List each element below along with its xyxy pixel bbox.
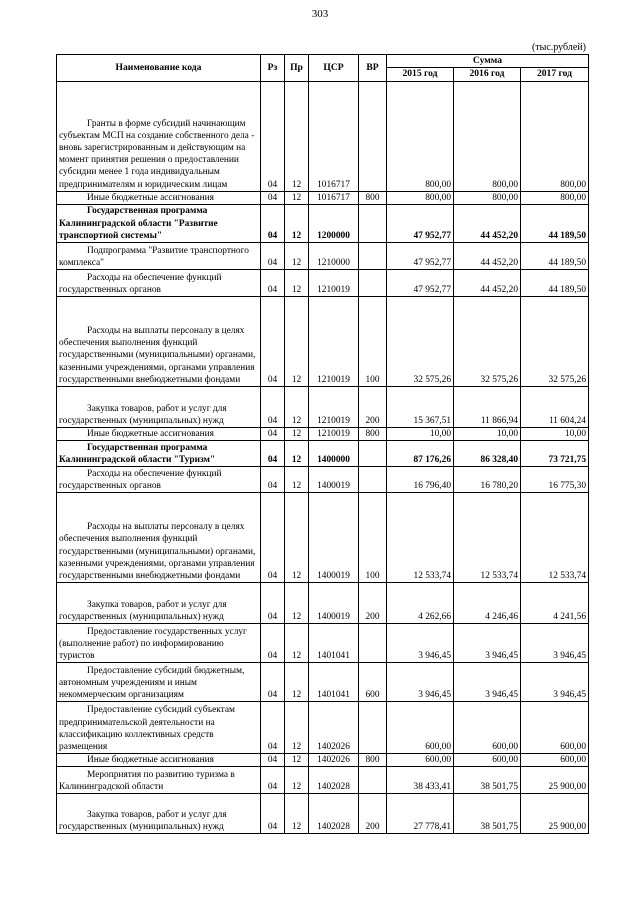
row-pr: 12 [285,81,309,191]
row-vr [359,242,387,269]
row-rz: 04 [261,440,285,466]
table-row [57,753,589,766]
row-rz: 04 [261,242,285,269]
row-pr: 12 [285,386,309,427]
row-2015: 800,00 [387,191,454,204]
row-pr: 12 [285,466,309,492]
row-vr [359,204,387,242]
row-vr: 200 [359,793,387,833]
header-2017: 2017 год [521,68,589,81]
row-rz: 04 [261,296,285,386]
row-name: Закупка товаров, работ и услуг для государственных (муниципальных) нужд [57,386,261,427]
table-row [57,466,589,492]
header-2015: 2015 год [387,68,454,81]
table-row [57,701,589,753]
row-2016: 86 328,40 [454,440,521,466]
row-csr: 1400000 [309,440,359,466]
row-csr: 1016717 [309,81,359,191]
row-name: Закупка товаров, работ и услуг для государственных (муниципальных) нужд [57,582,261,623]
row-name: Гранты в форме субсидий начинающим субъектам МСП на создание собственного дела - вновь зарегистрированным и действующим на момент принятия решения о предоставлении субсидии менее 1 года индивидуальным предпринимателям и юридическим лицам [57,81,261,191]
row-vr: 800 [359,753,387,766]
row-rz: 04 [261,753,285,766]
row-2015: 38 433,41 [387,766,454,793]
row-pr: 12 [285,427,309,440]
table-row [57,386,589,427]
row-2017: 44 189,50 [521,204,589,242]
row-2016: 800,00 [454,191,521,204]
row-vr: 800 [359,427,387,440]
row-rz: 04 [261,191,285,204]
row-name: Государственная программа Калининградской области "Развитие транспортной системы" [57,204,261,242]
row-rz: 04 [261,492,285,582]
row-2016: 800,00 [454,81,521,191]
row-name: Расходы на выплаты персоналу в целях обеспечения выполнения функций государственными (муниципальными) органами, казенными учреждениями, органами управления государственными внебюджетными фондами [57,492,261,582]
row-csr: 1210019 [309,386,359,427]
row-name: Подпрограмма "Развитие транспортного комплекса" [57,242,261,269]
row-2015: 4 262,66 [387,582,454,623]
row-name: Предоставление субсидий бюджетным, автономным учреждениям и иным некоммерческим организациям [57,662,261,701]
row-pr: 12 [285,623,309,662]
table-row [57,623,589,662]
row-csr: 1400019 [309,466,359,492]
row-csr: 1400019 [309,492,359,582]
row-2017: 44 189,50 [521,269,589,296]
row-2015: 3 946,45 [387,662,454,701]
row-2016: 32 575,26 [454,296,521,386]
row-csr: 1210019 [309,296,359,386]
row-name: Расходы на обеспечение функций государственных органов [57,466,261,492]
row-2017: 16 775,30 [521,466,589,492]
row-2016: 38 501,75 [454,793,521,833]
row-pr: 12 [285,191,309,204]
row-rz: 04 [261,269,285,296]
row-name: Расходы на выплаты персоналу в целях обеспечения выполнения функций государственными (муниципальными) органами, казенными учреждениями, органами управления государственными внебюджетными фондами [57,296,261,386]
row-2017: 25 900,00 [521,766,589,793]
row-vr: 100 [359,492,387,582]
row-pr: 12 [285,582,309,623]
row-csr: 1200000 [309,204,359,242]
row-pr: 12 [285,242,309,269]
row-vr: 200 [359,582,387,623]
row-vr: 100 [359,296,387,386]
row-2017: 73 721,75 [521,440,589,466]
row-rz: 04 [261,793,285,833]
row-2017: 800,00 [521,191,589,204]
row-2015: 32 575,26 [387,296,454,386]
row-pr: 12 [285,440,309,466]
row-vr [359,440,387,466]
header-name: Наименование кода [57,55,261,82]
row-csr: 1016717 [309,191,359,204]
row-2015: 3 946,45 [387,623,454,662]
row-csr: 1400019 [309,582,359,623]
row-2016: 44 452,20 [454,242,521,269]
header-vr: ВР [359,55,387,82]
row-vr: 200 [359,386,387,427]
row-rz: 04 [261,466,285,492]
row-2015: 600,00 [387,753,454,766]
table-row [57,766,589,793]
row-rz: 04 [261,427,285,440]
table-row [57,492,589,582]
row-name: Государственная программа Калининградской области "Туризм" [57,440,261,466]
table-row [57,269,589,296]
row-2017: 3 946,45 [521,662,589,701]
header-sum: Сумма [387,55,589,68]
table-row [57,427,589,440]
row-2016: 600,00 [454,701,521,753]
header-2016: 2016 год [454,68,521,81]
row-vr [359,701,387,753]
row-pr: 12 [285,269,309,296]
row-pr: 12 [285,296,309,386]
header-csr: ЦСР [309,55,359,82]
row-2017: 11 604,24 [521,386,589,427]
row-csr: 1401041 [309,623,359,662]
table-row [57,191,589,204]
row-pr: 12 [285,204,309,242]
row-2016: 600,00 [454,753,521,766]
table-row [57,793,589,833]
row-2016: 4 246,46 [454,582,521,623]
row-pr: 12 [285,793,309,833]
row-2016: 44 452,20 [454,269,521,296]
row-rz: 04 [261,766,285,793]
units-label: (тыс.рублей) [531,42,586,53]
row-2017: 25 900,00 [521,793,589,833]
row-csr: 1401041 [309,662,359,701]
row-vr [359,766,387,793]
row-2017: 44 189,50 [521,242,589,269]
row-name: Расходы на обеспечение функций государственных органов [57,269,261,296]
row-vr: 600 [359,662,387,701]
row-name: Иные бюджетные ассигнования [57,427,261,440]
row-csr: 1402026 [309,701,359,753]
row-2015: 47 952,77 [387,242,454,269]
row-2016: 10,00 [454,427,521,440]
table-row [57,662,589,701]
row-csr: 1402028 [309,793,359,833]
row-2015: 47 952,77 [387,204,454,242]
row-2017: 600,00 [521,753,589,766]
row-name: Иные бюджетные ассигнования [57,753,261,766]
row-rz: 04 [261,662,285,701]
row-2017: 32 575,26 [521,296,589,386]
row-2016: 12 533,74 [454,492,521,582]
table-row [57,242,589,269]
row-2017: 600,00 [521,701,589,753]
row-2016: 44 452,20 [454,204,521,242]
row-name: Предоставление государственных услуг (выполнение работ) по информированию туристов [57,623,261,662]
row-2015: 47 952,77 [387,269,454,296]
row-pr: 12 [285,753,309,766]
row-2015: 27 778,41 [387,793,454,833]
table-body [57,81,589,833]
table-row [57,582,589,623]
row-pr: 12 [285,701,309,753]
row-2017: 4 241,56 [521,582,589,623]
row-rz: 04 [261,81,285,191]
row-vr [359,269,387,296]
row-rz: 04 [261,582,285,623]
header-pr: Пр [285,55,309,82]
row-pr: 12 [285,492,309,582]
row-csr: 1210000 [309,242,359,269]
row-pr: 12 [285,662,309,701]
row-name: Закупка товаров, работ и услуг для государственных (муниципальных) нужд [57,793,261,833]
table-row [57,440,589,466]
table-row [57,204,589,242]
row-2017: 800,00 [521,81,589,191]
row-2016: 3 946,45 [454,662,521,701]
row-2015: 12 533,74 [387,492,454,582]
row-2016: 16 780,20 [454,466,521,492]
row-2015: 87 176,26 [387,440,454,466]
row-2015: 10,00 [387,427,454,440]
row-rz: 04 [261,701,285,753]
row-2017: 10,00 [521,427,589,440]
table-row [57,296,589,386]
row-2015: 800,00 [387,81,454,191]
row-csr: 1210019 [309,427,359,440]
row-2015: 16 796,40 [387,466,454,492]
row-csr: 1402026 [309,753,359,766]
row-2016: 11 866,94 [454,386,521,427]
table-row [57,81,589,191]
row-2017: 3 946,45 [521,623,589,662]
row-name: Предоставление субсидий субъектам предпринимательской деятельности на классификацию коллективных средств размещения [57,701,261,753]
row-csr: 1402028 [309,766,359,793]
row-vr [359,81,387,191]
row-2016: 38 501,75 [454,766,521,793]
row-pr: 12 [285,766,309,793]
row-rz: 04 [261,204,285,242]
row-name: Иные бюджетные ассигнования [57,191,261,204]
row-rz: 04 [261,386,285,427]
row-name: Мероприятия по развитию туризма в Калининградской области [57,766,261,793]
row-2015: 600,00 [387,701,454,753]
row-2015: 15 367,51 [387,386,454,427]
row-vr [359,466,387,492]
header-rz: Рз [261,55,285,82]
row-2016: 3 946,45 [454,623,521,662]
budget-table [56,54,589,834]
row-vr [359,623,387,662]
row-csr: 1210019 [309,269,359,296]
page-number: 303 [311,8,329,20]
row-vr: 800 [359,191,387,204]
row-rz: 04 [261,623,285,662]
row-2017: 12 533,74 [521,492,589,582]
